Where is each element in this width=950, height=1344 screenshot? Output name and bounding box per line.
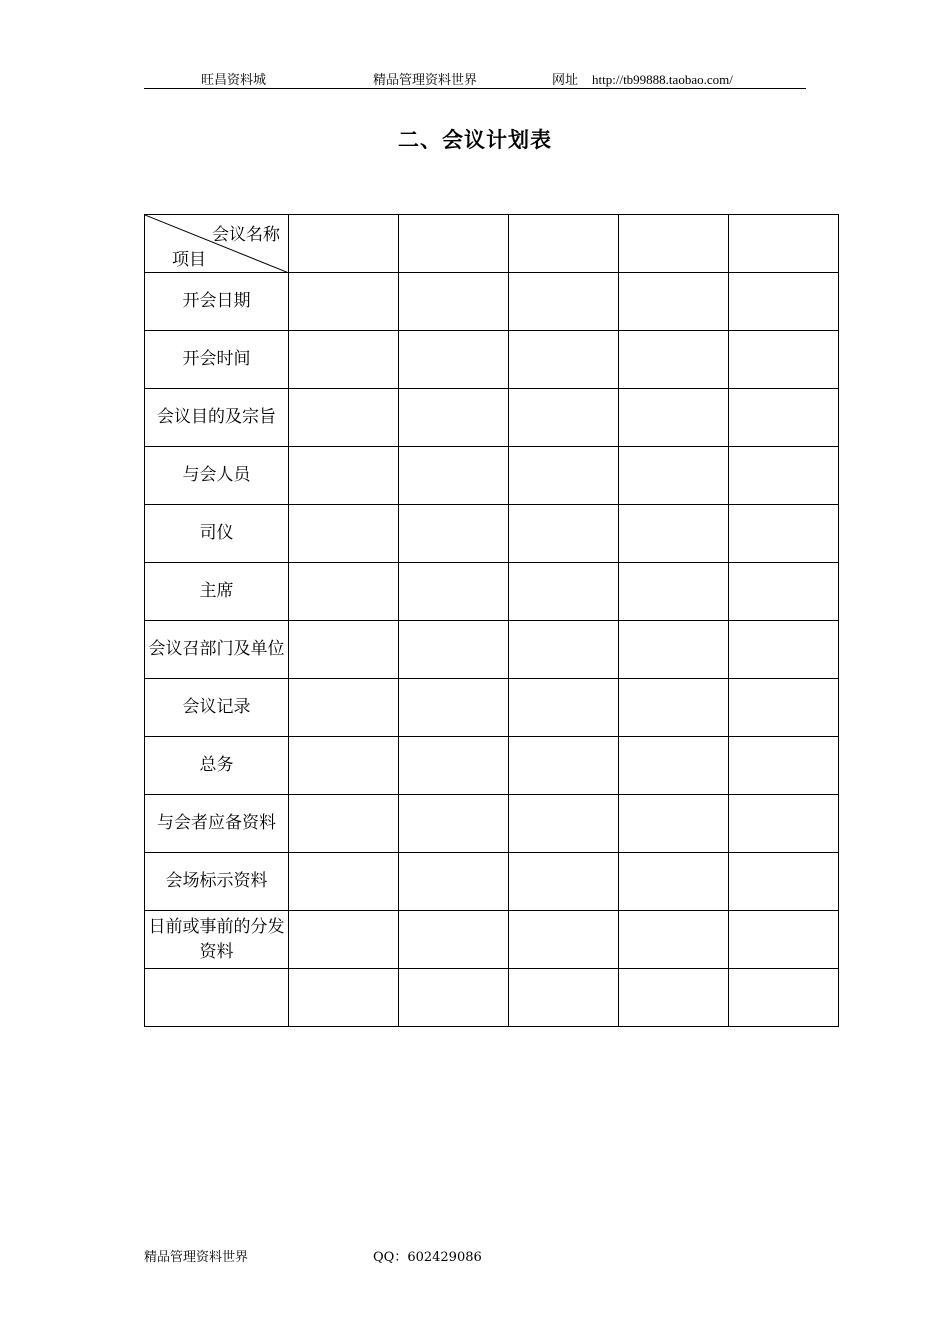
- table-body: [145, 215, 839, 1027]
- header-url-link[interactable]: http://tb99888.taobao.com/: [592, 72, 733, 87]
- page-footer: [144, 1246, 482, 1265]
- entry-cell[interactable]: [509, 447, 619, 505]
- entry-cell[interactable]: [289, 505, 399, 563]
- table-row: [145, 969, 839, 1027]
- entry-cell[interactable]: [729, 447, 839, 505]
- table-row: [145, 679, 839, 737]
- corner-meeting-name-label: 会议名称: [212, 225, 280, 245]
- entry-cell[interactable]: [509, 737, 619, 795]
- table-header-row: [145, 215, 839, 273]
- entry-cell[interactable]: [509, 505, 619, 563]
- row-label-cell: 开会日期: [145, 273, 289, 331]
- entry-cell[interactable]: [729, 273, 839, 331]
- entry-cell[interactable]: [509, 273, 619, 331]
- entry-cell[interactable]: [619, 853, 729, 911]
- entry-cell[interactable]: [619, 273, 729, 331]
- table-row: [145, 621, 839, 679]
- entry-cell[interactable]: [509, 853, 619, 911]
- entry-cell[interactable]: [399, 679, 509, 737]
- entry-cell[interactable]: [289, 621, 399, 679]
- entry-cell[interactable]: [509, 795, 619, 853]
- page-header: [144, 66, 806, 89]
- table-row: [145, 331, 839, 389]
- entry-cell[interactable]: [399, 273, 509, 331]
- row-label-cell: 会议召部门及单位: [145, 621, 289, 679]
- entry-cell[interactable]: [289, 737, 399, 795]
- entry-cell[interactable]: [399, 911, 509, 969]
- entry-cell[interactable]: [399, 331, 509, 389]
- page-title: 二、会议计划表: [398, 128, 552, 152]
- corner-header-cell: [145, 215, 289, 273]
- entry-cell[interactable]: [399, 563, 509, 621]
- meeting-name-cell[interactable]: [729, 215, 839, 273]
- row-label-cell: 与会人员: [145, 447, 289, 505]
- entry-cell[interactable]: [619, 911, 729, 969]
- row-label-cell: 会场标示资料: [145, 853, 289, 911]
- header-left-text: 旺昌资料城: [201, 73, 267, 88]
- row-label-cell: 与会者应备资料: [145, 795, 289, 853]
- footer-qq-text: QQ：602429086: [373, 1250, 482, 1265]
- row-label-cell: 开会时间: [145, 331, 289, 389]
- entry-cell[interactable]: [729, 853, 839, 911]
- meeting-name-cell[interactable]: [399, 215, 509, 273]
- table-row: [145, 505, 839, 563]
- entry-cell[interactable]: [619, 737, 729, 795]
- entry-cell[interactable]: [399, 389, 509, 447]
- entry-cell[interactable]: [619, 679, 729, 737]
- entry-cell[interactable]: [729, 505, 839, 563]
- entry-cell[interactable]: [399, 969, 509, 1027]
- entry-cell[interactable]: [509, 621, 619, 679]
- entry-cell[interactable]: [399, 795, 509, 853]
- entry-cell[interactable]: [619, 447, 729, 505]
- entry-cell[interactable]: [729, 911, 839, 969]
- entry-cell[interactable]: [729, 679, 839, 737]
- corner-item-label: 项目: [172, 250, 206, 270]
- entry-cell[interactable]: [509, 969, 619, 1027]
- entry-cell[interactable]: [619, 795, 729, 853]
- entry-cell[interactable]: [729, 389, 839, 447]
- entry-cell[interactable]: [729, 969, 839, 1027]
- entry-cell[interactable]: [619, 563, 729, 621]
- entry-cell[interactable]: [729, 331, 839, 389]
- meeting-plan-table: [144, 214, 839, 1027]
- entry-cell[interactable]: [619, 505, 729, 563]
- entry-cell[interactable]: [289, 447, 399, 505]
- entry-cell[interactable]: [289, 795, 399, 853]
- entry-cell[interactable]: [619, 969, 729, 1027]
- header-url-label: 网址: [552, 73, 579, 88]
- table-row: [145, 563, 839, 621]
- entry-cell[interactable]: [399, 737, 509, 795]
- header-middle-text: 精品管理资料世界: [373, 73, 478, 88]
- row-label-cell: 主席: [145, 563, 289, 621]
- entry-cell[interactable]: [729, 563, 839, 621]
- footer-left-text: 精品管理资料世界: [144, 1250, 249, 1265]
- row-label-cell: [145, 969, 289, 1027]
- entry-cell[interactable]: [619, 621, 729, 679]
- entry-cell[interactable]: [729, 621, 839, 679]
- entry-cell[interactable]: [289, 331, 399, 389]
- entry-cell[interactable]: [289, 969, 399, 1027]
- entry-cell[interactable]: [509, 389, 619, 447]
- entry-cell[interactable]: [399, 505, 509, 563]
- meeting-name-cell[interactable]: [289, 215, 399, 273]
- entry-cell[interactable]: [509, 563, 619, 621]
- entry-cell[interactable]: [289, 911, 399, 969]
- entry-cell[interactable]: [399, 447, 509, 505]
- entry-cell[interactable]: [289, 679, 399, 737]
- entry-cell[interactable]: [289, 563, 399, 621]
- table-row: [145, 389, 839, 447]
- row-label-cell: 总务: [145, 737, 289, 795]
- entry-cell[interactable]: [729, 737, 839, 795]
- table-row: [145, 795, 839, 853]
- header-url-group: [552, 69, 733, 88]
- row-label-cell: 司仪: [145, 505, 289, 563]
- entry-cell[interactable]: [619, 331, 729, 389]
- meeting-name-cell[interactable]: [509, 215, 619, 273]
- table-row: [145, 737, 839, 795]
- entry-cell[interactable]: [399, 853, 509, 911]
- table-row: [145, 273, 839, 331]
- entry-cell[interactable]: [509, 331, 619, 389]
- entry-cell[interactable]: [289, 389, 399, 447]
- entry-cell[interactable]: [509, 911, 619, 969]
- table-row: [145, 911, 839, 969]
- row-label-cell: 会议记录: [145, 679, 289, 737]
- entry-cell[interactable]: [399, 621, 509, 679]
- row-label-cell: 会议目的及宗旨: [145, 389, 289, 447]
- table-row: [145, 853, 839, 911]
- entry-cell[interactable]: [289, 853, 399, 911]
- meeting-name-cell[interactable]: [619, 215, 729, 273]
- entry-cell[interactable]: [509, 679, 619, 737]
- entry-cell[interactable]: [729, 795, 839, 853]
- table-row: [145, 447, 839, 505]
- row-label-cell: 日前或事前的分发资料: [145, 911, 289, 969]
- entry-cell[interactable]: [619, 389, 729, 447]
- entry-cell[interactable]: [289, 273, 399, 331]
